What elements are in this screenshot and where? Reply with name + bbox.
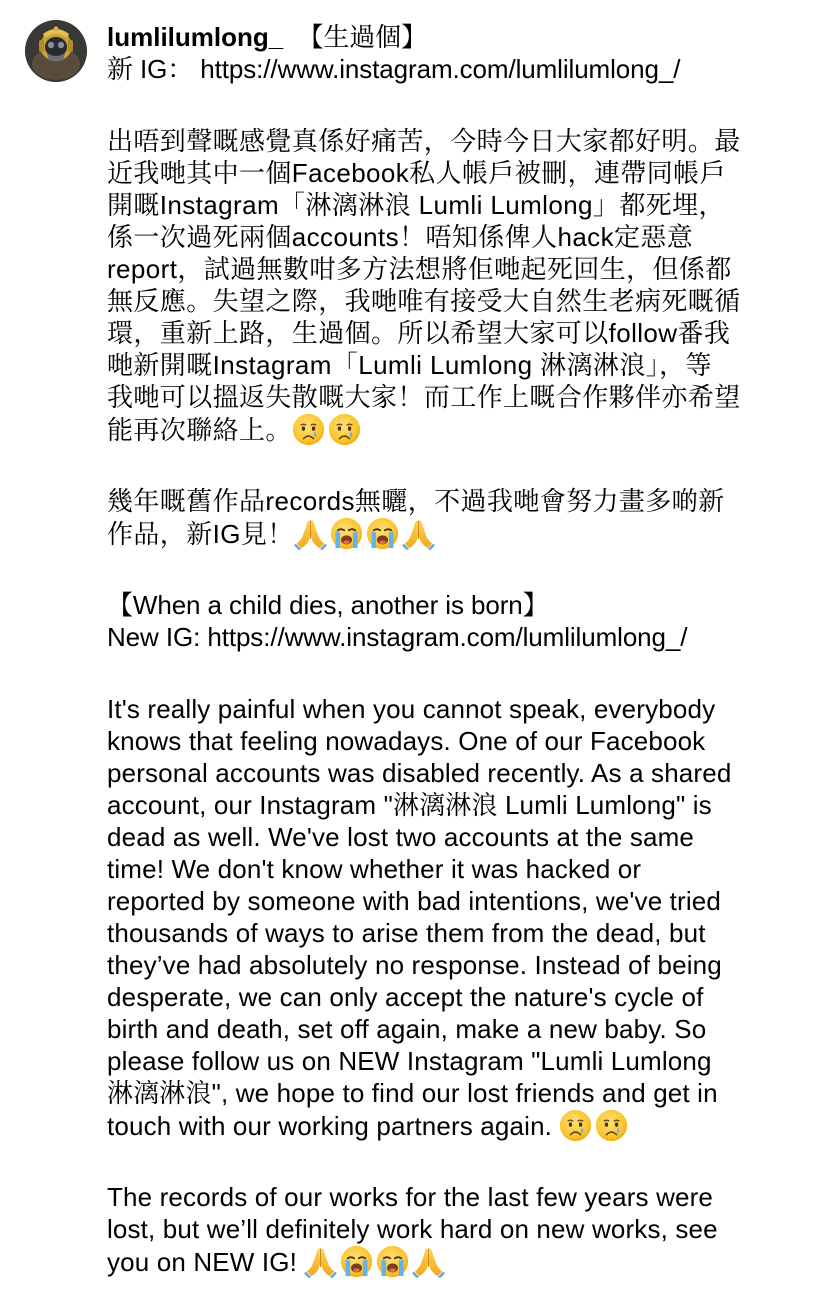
en-para1-line: they’ve had absolutely no response. Instead of being [107, 950, 722, 980]
username[interactable]: lumlilumlong_ [107, 22, 284, 52]
en-para1-last-line [107, 1109, 807, 1141]
zh-para1-line: 哋新開嘅Instagram「Lumli Lumlong 淋漓淋浪」，等 [107, 350, 712, 380]
en-para1-line: dead as well. We've lost two accounts at the same [107, 822, 695, 852]
loudly-crying-face-icon [366, 517, 399, 550]
en-para2-line: lost, but we’ll definitely work hard on new works, see [107, 1214, 718, 1244]
spacer [107, 549, 807, 589]
zh-para1-line: 開嘅Instagram「淋漓淋浪 Lumli Lumlong」都死埋， [107, 190, 725, 220]
crying-face-icon [328, 413, 361, 446]
en-para1-line: personal accounts was disabled recently. As a shared [107, 758, 732, 788]
en-para2-line: The records of our works for the last few years were [107, 1182, 714, 1212]
en-title: 【When a child dies, another is born】 [107, 590, 549, 620]
loudly-crying-face-icon [330, 517, 363, 550]
caption-header [107, 21, 807, 53]
crying-face-icon [595, 1109, 628, 1142]
post-caption [107, 21, 807, 1277]
post-title-zh: 【生過個】 [297, 22, 427, 52]
en-para1-line: reported by someone with bad intentions, we've tried [107, 886, 722, 916]
folded-hands-icon [402, 517, 435, 550]
crying-face-icon [292, 413, 325, 446]
new-ig-line-en[interactable]: New IG: https://www.instagram.com/lumlilumlong_/ [107, 622, 688, 652]
spacer [107, 85, 807, 125]
en-para1-text: touch with our working partners again. [107, 1111, 553, 1141]
zh-para1-text: 能再次聯絡上。 [107, 415, 292, 445]
spacer [107, 445, 807, 485]
zh-para2-last-line [107, 517, 807, 549]
loudly-crying-face-icon [376, 1245, 409, 1278]
new-ig-line-zh[interactable]: 新 IG： https://www.instagram.com/lumlilumlong_/ [107, 54, 681, 84]
zh-para1-line: 出唔到聲嘅感覺真係好痛苦，今時今日大家都好明。最 [107, 126, 741, 156]
spacer [107, 653, 807, 693]
folded-hands-icon [304, 1245, 337, 1278]
zh-para2-line: 幾年嘅舊作品records無曬，不過我哋會努力畫多啲新 [107, 486, 725, 516]
zh-para1-last-line [107, 413, 807, 445]
en-para1-line: thousands of ways to arise them from the dead, but [107, 918, 706, 948]
zh-para1-line: 環，重新上路，生過個。所以希望大家可以follow番我 [107, 318, 731, 348]
zh-para1-line: 無反應。失望之際，我哋唯有接受大自然生老病死嘅循 [107, 286, 741, 316]
zh-para1-line: report，試過無數咁多方法想將佢哋起死回生，但係都 [107, 254, 732, 284]
en-para1-line: It's really painful when you cannot speak, everybody [107, 694, 716, 724]
zh-para1-line: 係一次過死兩個accounts！唔知係俾人hack定惡意 [107, 222, 694, 252]
zh-para1-line: 我哋可以搵返失散嘅大家！而工作上嘅合作夥伴亦希望 [107, 382, 741, 412]
en-para1-line: please follow us on NEW Instagram "Lumli Lumlong [107, 1046, 712, 1076]
crying-face-icon [559, 1109, 592, 1142]
spacer [107, 1141, 807, 1181]
en-para1-line: 淋漓淋浪", we hope to find our lost friends and get in [107, 1078, 718, 1108]
folded-hands-icon [412, 1245, 445, 1278]
avatar-image [25, 20, 87, 82]
en-para1-line: time! We don't know whether it was hacked or [107, 854, 642, 884]
en-para1-line: desperate, we can only accept the nature's cycle of [107, 982, 704, 1012]
folded-hands-icon [294, 517, 327, 550]
en-para1-line: knows that feeling nowadays. One of our Facebook [107, 726, 706, 756]
zh-para1-line: 近我哋其中一個Facebook私人帳戶被刪，連帶同帳戶 [107, 158, 726, 188]
en-para2-last-line [107, 1245, 807, 1277]
loudly-crying-face-icon [340, 1245, 373, 1278]
en-para1-line: account, our Instagram "淋漓淋浪 Lumli Lumlong" is [107, 790, 712, 820]
en-para1-line: birth and death, set off again, make a new baby. So [107, 1014, 707, 1044]
en-para2-text: you on NEW IG! [107, 1247, 297, 1277]
avatar[interactable] [25, 20, 87, 82]
zh-para2-text: 作品，新IG見！ [107, 519, 294, 549]
